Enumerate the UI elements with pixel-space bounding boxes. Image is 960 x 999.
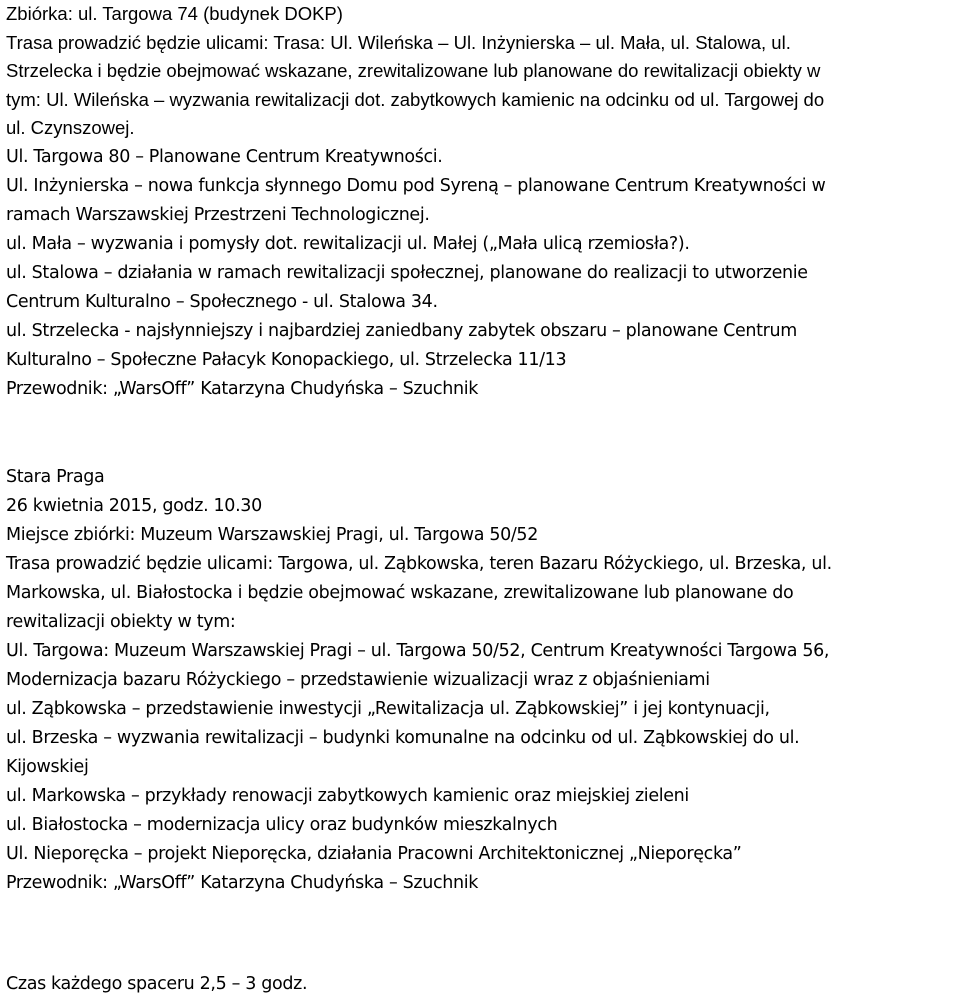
stop-line: Kulturalno – Społeczne Pałacyk Konopackiego, ul. Strzelecka 11/13 xyxy=(6,349,567,370)
stop-line: ul. Brzeska – wyzwania rewitalizacji – budynki komunalne na odcinku od ul. Ząbkowskiej do ul. xyxy=(6,727,800,748)
route-line: tym: Ul. Wileńska – wyzwania rewitalizacji dot. zabytkowych kamienic na odcinku od ul. Targowej do xyxy=(6,88,825,110)
stop-line: Ul. Targowa: Muzeum Warszawskiej Pragi – ul. Targowa 50/52, Centrum Kreatywności Targowa 56, xyxy=(6,640,830,661)
walk-section-2 xyxy=(6,463,958,898)
guide-line: Przewodnik: „WarsOff” Katarzyna Chudyńska – Szuchnik xyxy=(6,872,478,893)
route-line: rewitalizacji obiekty w tym: xyxy=(6,611,236,632)
stop-line: Ul. Nieporęcka – projekt Nieporęcka, działania Pracowni Architektonicznej „Nieporęcka” xyxy=(6,843,742,864)
duration-note: Czas każdego spaceru 2,5 – 3 godz. xyxy=(6,973,308,994)
stop-line: ul. Ząbkowska – przedstawienie inwestycji „Rewitalizacja ul. Ząbkowskiej” i jej kontynuacji, xyxy=(6,698,770,719)
stop-line: ul. Markowska – przykłady renowacji zabytkowych kamienic oraz miejskiej zieleni xyxy=(6,785,689,806)
stop-line: Centrum Kulturalno – Społecznego - ul. Stalowa 34. xyxy=(6,291,438,312)
meeting-point-line: Zbiórka: ul. Targowa 74 (budynek DOKP) xyxy=(6,3,343,24)
stop-line: ul. Mała – wyzwania i pomysły dot. rewitalizacji ul. Małej („Mała ulicą rzemiosła?). xyxy=(6,233,690,254)
guide-line: Przewodnik: „WarsOff” Katarzyna Chudyńska – Szuchnik xyxy=(6,378,478,399)
route-line: Markowska, ul. Białostocka i będzie obejmować wskazane, zrewitalizowane lub planowane do xyxy=(6,582,794,603)
route-line: Trasa prowadzić będzie ulicami: Trasa: Ul. Wileńska – Ul. Inżynierska – ul. Mała, ul. Stalowa, ul. xyxy=(6,31,791,53)
stop-line: Ul. Inżynierska – nowa funkcja słynnego Domu pod Syreną – planowane Centrum Kreatywności w xyxy=(6,175,826,196)
stop-line: ul. Białostocka – modernizacja ulicy oraz budynków mieszkalnych xyxy=(6,814,558,835)
stop-line: ul. Stalowa – działania w ramach rewitalizacji społecznej, planowane do realizacji to utworzenie xyxy=(6,262,808,283)
stop-line: Kijowskiej xyxy=(6,756,89,777)
walk-section-1 xyxy=(6,0,958,404)
section-spacer xyxy=(6,404,958,463)
route-line: ul. Czynszowej. xyxy=(6,117,135,138)
route-line: Trasa prowadzić będzie ulicami: Targowa, ul. Ząbkowska, teren Bazaru Różyckiego, ul. Brzeska, ul. xyxy=(6,553,832,574)
route-line: Strzelecka i będzie obejmować wskazane, zrewitalizowane lub planowane do rewitalizacji obiekty w xyxy=(6,60,821,81)
stop-line: Ul. Targowa 80 – Planowane Centrum Kreatywności. xyxy=(6,146,443,167)
stop-line: ul. Strzelecka - najsłynniejszy i najbardziej zaniedbany zabytek obszaru – planowane Centrum xyxy=(6,320,797,341)
document-page xyxy=(6,0,958,999)
meeting-point-line: Miejsce zbiórki: Muzeum Warszawskiej Pragi, ul. Targowa 50/52 xyxy=(6,524,539,545)
stop-line: Modernizacja bazaru Różyckiego – przedstawienie wizualizacji wraz z objaśnieniami xyxy=(6,669,710,690)
section-spacer xyxy=(6,898,958,970)
stop-line: ramach Warszawskiej Przestrzeni Technologicznej. xyxy=(6,204,430,225)
date-line: 26 kwietnia 2015, godz. 10.30 xyxy=(6,495,262,516)
section-title: Stara Praga xyxy=(6,466,105,487)
